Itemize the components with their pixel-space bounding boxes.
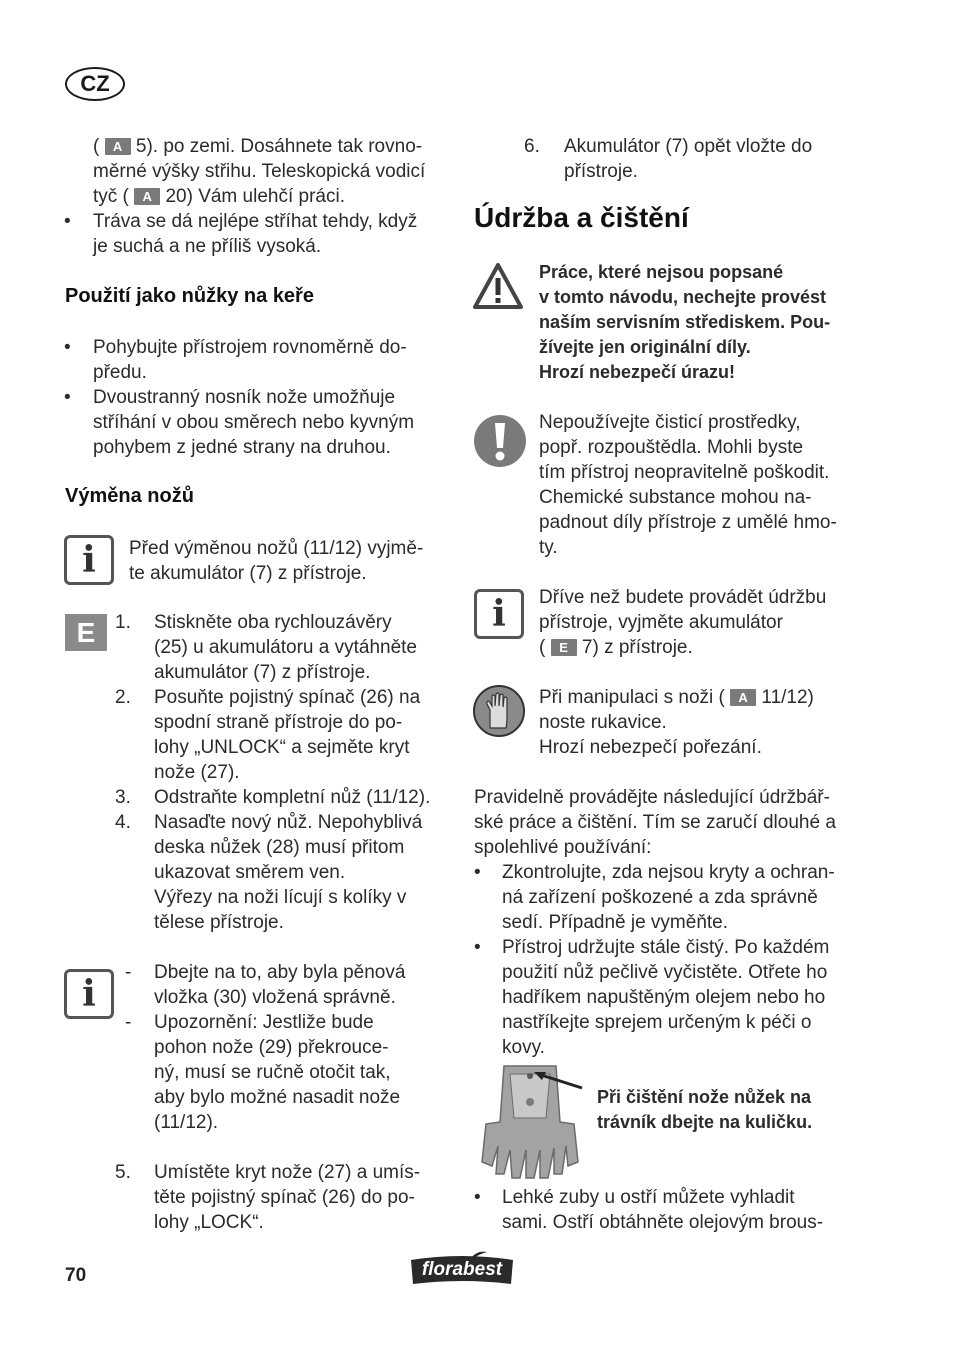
glove-text-line bbox=[539, 685, 814, 710]
info-text: ( bbox=[539, 637, 546, 658]
info-text: te akumulátor (7) z přístroje. bbox=[129, 563, 367, 584]
figure-chip-a: A bbox=[730, 689, 756, 706]
bullet-text: použití nůž pečlivě vyčistěte. Otřete ho bbox=[502, 962, 828, 983]
bullet-text: Tráva se dá nejlépe stříhat tehdy, když bbox=[93, 211, 418, 232]
intro-text: 5). po zemi. Dosáhnete tak rovno- bbox=[135, 136, 423, 157]
figure-chip-a: A bbox=[134, 188, 160, 205]
bullet-text: Dvoustranný nosník nože umožňuje bbox=[93, 387, 396, 408]
caution-text: ty. bbox=[539, 537, 558, 558]
bullet-text: pohybem z jedné strany na druhou. bbox=[93, 437, 391, 458]
florabest-logo bbox=[407, 1250, 517, 1288]
info-text: Dříve než budete provádět údržbu bbox=[539, 587, 827, 608]
exclamation-icon bbox=[473, 414, 527, 468]
bullet-text: stříhání v obou směrech nebo kyvným bbox=[93, 412, 415, 433]
step-text: lohy „UNLOCK“ a sejměte kryt bbox=[154, 737, 410, 758]
bullet-marker: • bbox=[64, 337, 71, 358]
note-text: aby bylo možné nasadit nože bbox=[154, 1087, 401, 1108]
step-text: přístroje. bbox=[564, 161, 638, 182]
info-icon: i bbox=[64, 969, 114, 1019]
info-icon: i bbox=[474, 589, 524, 639]
ball-note-text: Při čištění nože nůžek na bbox=[597, 1087, 812, 1107]
bullet-marker: • bbox=[474, 1187, 481, 1208]
bullet-text: Zkontrolujte, zda nejsou kryty a ochran- bbox=[502, 862, 835, 883]
figure-chip-a: A bbox=[105, 138, 131, 155]
step-text: Umístěte kryt nože (27) a umís- bbox=[154, 1162, 421, 1183]
note-text: pohon nože (29) překrouce- bbox=[154, 1037, 389, 1058]
step-text: tělese přístroje. bbox=[154, 912, 284, 933]
step-text: akumulátor (7) z přístroje. bbox=[154, 662, 371, 683]
figure-badge-e: E bbox=[65, 614, 107, 651]
step-number: 6. bbox=[524, 136, 540, 157]
caution-text: tím přístroj neopravitelně poškodit. bbox=[539, 462, 830, 483]
step-text: lohy „LOCK“. bbox=[154, 1212, 264, 1233]
step-number: 1. bbox=[115, 612, 131, 633]
step-text: těte pojistný spínač (26) do po- bbox=[154, 1187, 415, 1208]
step-text: nože (27). bbox=[154, 762, 240, 783]
glove-text: noste rukavice. bbox=[539, 712, 667, 733]
language-badge: CZ bbox=[65, 67, 125, 101]
note-text: Dbejte na to, aby byla pěnová bbox=[154, 962, 406, 983]
bullet-text: je suchá a ne příliš vysoká. bbox=[93, 236, 322, 257]
glove-text: 11/12) bbox=[761, 687, 814, 708]
ball-note-text: trávník dbejte na kuličku. bbox=[597, 1112, 813, 1132]
bullet-text: předu. bbox=[93, 362, 147, 383]
step-number: 3. bbox=[115, 787, 131, 808]
page-number: 70 bbox=[65, 1265, 87, 1286]
dash-marker: - bbox=[125, 962, 132, 983]
warning-text: naším servisním střediskem. Pou- bbox=[539, 312, 831, 332]
step-text: deska nůžek (28) musí přitom bbox=[154, 837, 405, 858]
bullet-marker: • bbox=[64, 387, 71, 408]
info-text: přístroje, vyjměte akumulátor bbox=[539, 612, 783, 633]
intro-text: ( bbox=[93, 136, 100, 157]
glove-text: Hrozí nebezpečí pořezání. bbox=[539, 737, 762, 758]
bullet-marker: • bbox=[474, 862, 481, 883]
bullet-text: Lehké zuby u ostří můžete vyhladit bbox=[502, 1187, 795, 1208]
warning-text: Práce, které nejsou popsané bbox=[539, 262, 784, 282]
intro-line-1 bbox=[93, 134, 422, 159]
bullet-text: nastříkejte sprejem určeným k péči o bbox=[502, 1012, 812, 1033]
bullet-marker: • bbox=[474, 937, 481, 958]
step-text: Posuňte pojistný spínač (26) na bbox=[154, 687, 421, 708]
intro-line-2: měrné výšky střihu. Teleskopická vodicí bbox=[93, 161, 426, 182]
glove-icon bbox=[472, 684, 526, 738]
info-text-line bbox=[539, 635, 693, 660]
section-heading-bush: Použití jako nůžky na keře bbox=[65, 285, 314, 307]
step-number: 2. bbox=[115, 687, 131, 708]
bullet-text: ná zařízení poškozené a zda správně bbox=[502, 887, 818, 908]
warning-text: žívejte jen originální díly. bbox=[539, 337, 751, 357]
step-text: (25) u akumulátoru a vytáhněte bbox=[154, 637, 417, 658]
paragraph-text: ské práce a čištění. Tím se zaručí dlouhé a bbox=[474, 812, 836, 833]
bullet-marker: • bbox=[64, 211, 71, 232]
intro-line-3 bbox=[93, 184, 345, 209]
step-text: Akumulátor (7) opět vložte do bbox=[564, 136, 813, 157]
paragraph-text: spolehlivé používání: bbox=[474, 837, 652, 858]
caution-text: Nepoužívejte čisticí prostředky, bbox=[539, 412, 801, 433]
caution-text: Chemické substance mohou na- bbox=[539, 487, 812, 508]
figure-chip-e: E bbox=[551, 639, 577, 656]
caution-text: popř. rozpouštědla. Mohli byste bbox=[539, 437, 804, 458]
info-icon: i bbox=[64, 535, 114, 585]
dash-marker: - bbox=[125, 1012, 132, 1033]
glove-text: Při manipulaci s noži ( bbox=[539, 687, 725, 708]
note-text: (11/12). bbox=[154, 1112, 219, 1133]
bullet-text: Pohybujte přístrojem rovnoměrně do- bbox=[93, 337, 407, 358]
bullet-text: hadříkem napuštěným olejem nebo ho bbox=[502, 987, 826, 1008]
section-heading-blades: Výměna nožů bbox=[65, 485, 194, 507]
step-number: 5. bbox=[115, 1162, 131, 1183]
note-text: Upozornění: Jestliže bude bbox=[154, 1012, 374, 1033]
info-text: 7) z přístroje. bbox=[581, 637, 693, 658]
step-text: ukazovat směrem ven. bbox=[154, 862, 346, 883]
bullet-text: sami. Ostří obtáhněte olejovým brous- bbox=[502, 1212, 824, 1233]
bullet-text: Přístroj udržujte stále čistý. Po každém bbox=[502, 937, 830, 958]
warning-triangle-icon bbox=[472, 262, 524, 310]
warning-text: Hrozí nebezpečí úrazu! bbox=[539, 362, 736, 382]
intro-text: tyč ( bbox=[93, 186, 129, 207]
step-text: Výřezy na noži lícují s kolíky v bbox=[154, 887, 407, 908]
logo-text: florabest bbox=[421, 1259, 503, 1280]
step-number: 4. bbox=[115, 812, 131, 833]
warning-text: v tomto návodu, nechejte provést bbox=[539, 287, 827, 307]
bullet-text: sedí. Případně je vyměňte. bbox=[502, 912, 729, 933]
step-text: spodní straně přístroje do po- bbox=[154, 712, 403, 733]
intro-text: 20) Vám ulehčí práci. bbox=[165, 186, 345, 207]
info-text: Před výměnou nožů (11/12) vyjmě- bbox=[129, 538, 424, 559]
bullet-text: kovy. bbox=[502, 1037, 545, 1058]
paragraph-text: Pravidelně provádějte následující údržbář- bbox=[474, 787, 830, 808]
note-text: vložka (30) vložená správně. bbox=[154, 987, 396, 1008]
blade-illustration bbox=[474, 1062, 586, 1184]
caution-text: padnout díly přístroje z umělé hmo- bbox=[539, 512, 837, 533]
step-text: Nasaďte nový nůž. Nepohyblivá bbox=[154, 812, 423, 833]
step-text: Stiskněte oba rychlouzávěry bbox=[154, 612, 392, 633]
step-text: Odstraňte kompletní nůž (11/12). bbox=[154, 787, 431, 808]
note-text: ný, musí se ručně otočit tak, bbox=[154, 1062, 391, 1083]
section-heading-maintenance: Údržba a čištění bbox=[474, 202, 689, 233]
